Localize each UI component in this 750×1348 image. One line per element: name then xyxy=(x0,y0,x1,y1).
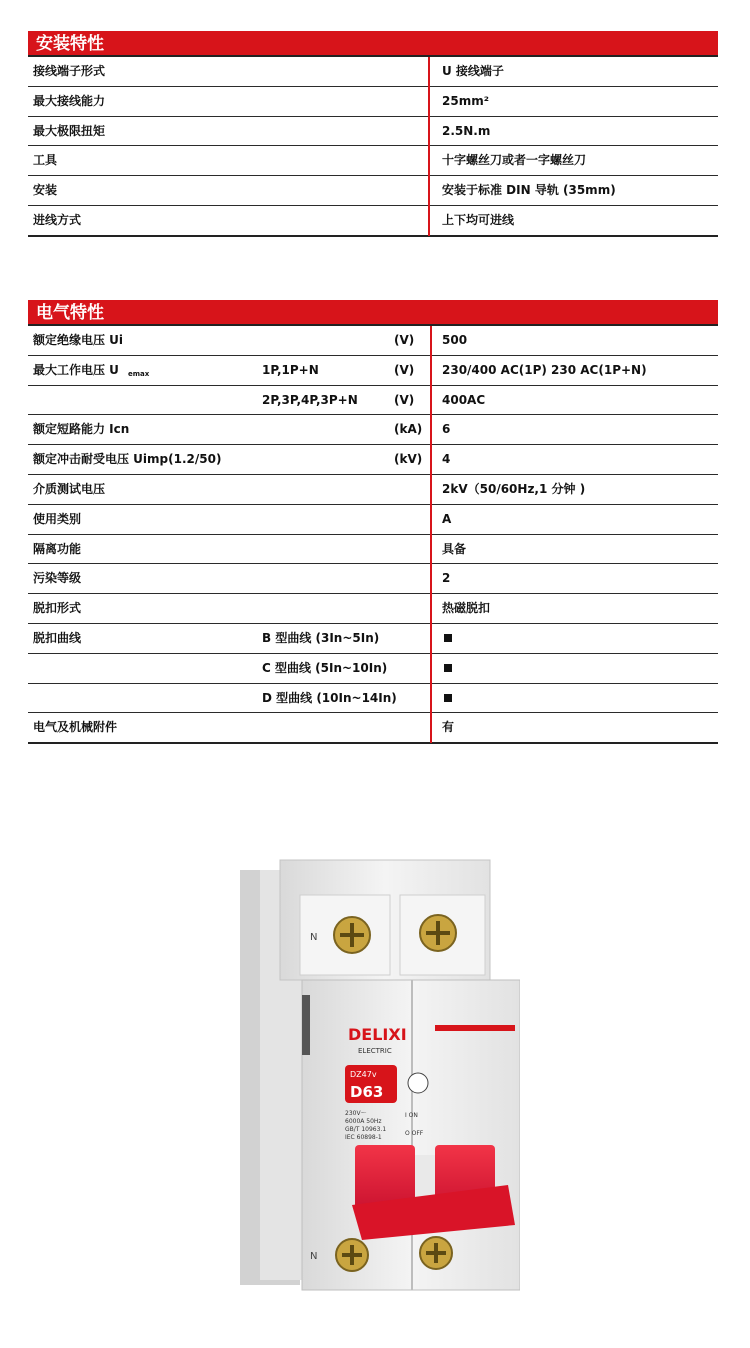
electric-row xyxy=(28,475,718,505)
electric-row-sub: 1P,1P+N xyxy=(262,362,319,377)
electric-row-value: 4 xyxy=(442,452,451,467)
install-row-label: 接线端子形式 xyxy=(33,64,106,78)
install-row-value: 2.5N.m xyxy=(442,123,491,138)
spec-line-2: 6000A 50Hz xyxy=(345,1118,382,1125)
column-divider xyxy=(430,654,432,684)
install-row-label: 最大极限扭矩 xyxy=(33,123,106,138)
column-divider xyxy=(430,535,432,565)
column-divider xyxy=(430,356,432,386)
electric-row-unit: (kA) xyxy=(394,422,423,437)
electric-row-label: 脱扣形式 xyxy=(33,601,82,616)
off-label: O OFF xyxy=(405,1130,424,1137)
curve-available-icon xyxy=(444,684,452,712)
spec-line-3: GB/T 10963.1 xyxy=(345,1126,387,1133)
electric-row-sub: D 型曲线 (10In~14In) xyxy=(262,690,397,705)
electric-row-label: 污染等级 xyxy=(33,571,82,586)
electric-row-label: 隔离功能 xyxy=(33,541,82,556)
install-title: 安装特性 xyxy=(28,31,718,57)
install-row-value: 25mm² xyxy=(442,93,489,108)
curve-available-icon xyxy=(444,654,452,682)
column-divider xyxy=(430,505,432,535)
electric-row-label: 介质测试电压 xyxy=(33,481,106,496)
electric-row-value: 2 xyxy=(442,571,451,586)
column-divider xyxy=(428,87,430,117)
install-row-label: 工具 xyxy=(33,153,58,168)
electric-row xyxy=(28,505,718,535)
column-divider xyxy=(430,624,432,654)
column-divider xyxy=(428,117,430,147)
install-row-value: 安装于标准 DIN 导轨 (35mm) xyxy=(442,183,616,198)
column-divider xyxy=(430,684,432,714)
column-divider xyxy=(430,475,432,505)
electric-row-unit: (V) xyxy=(394,362,415,377)
column-divider xyxy=(430,415,432,445)
electric-row xyxy=(28,386,718,416)
brand-sub-text: ELECTRIC xyxy=(358,1047,392,1055)
electric-row-label: 最大工作电压 U xyxy=(33,362,119,377)
install-row-value: U 接线端子 xyxy=(442,64,504,78)
electric-row-value: 400AC xyxy=(442,392,486,407)
install-row xyxy=(28,57,718,87)
install-row-value: 上下均可进线 xyxy=(442,212,515,227)
spec-line-4: IEC 60898-1 xyxy=(345,1134,382,1141)
install-row xyxy=(28,146,718,176)
electric-row-label: 电气及机械附件 xyxy=(33,720,118,735)
install-row xyxy=(28,87,718,117)
on-label: I ON xyxy=(405,1112,418,1119)
spec-line-1: 230V～ xyxy=(345,1110,367,1117)
column-divider xyxy=(428,146,430,176)
electric-row-value: 6 xyxy=(442,422,451,437)
terminal-label-top: N xyxy=(310,932,318,943)
electric-row xyxy=(28,713,718,744)
column-divider xyxy=(430,713,432,743)
electric-row-value: 热磁脱扣 xyxy=(442,601,491,616)
curve-available-icon xyxy=(444,624,452,652)
electric-row-label: 额定短路能力 Icn xyxy=(33,422,130,437)
electric-row-value: 230/400 AC(1P) 230 AC(1P+N) xyxy=(442,362,647,377)
install-row xyxy=(28,117,718,147)
electric-row-value: 2kV（50/60Hz,1 分钟 ) xyxy=(442,481,586,496)
electric-row-label: 额定绝缘电压 Ui xyxy=(33,333,124,347)
electric-row-sub: 2P,3P,4P,3P+N xyxy=(262,392,358,407)
electric-row-label: 额定冲击耐受电压 Uimp(1.2/50) xyxy=(33,452,222,467)
column-divider xyxy=(428,206,430,236)
electric-row xyxy=(28,594,718,624)
electric-row-value: 有 xyxy=(442,720,455,735)
electric-row-unit: (V) xyxy=(394,392,415,407)
electric-row xyxy=(28,564,718,594)
brand-logo: DELIXI xyxy=(348,1025,407,1044)
electric-row-sub: C 型曲线 (5In~10In) xyxy=(262,660,388,675)
circuit-breaker-image xyxy=(240,855,520,1295)
install-row xyxy=(28,176,718,206)
label-subscript: emax xyxy=(128,369,150,378)
column-divider xyxy=(428,176,430,206)
column-divider xyxy=(430,326,432,356)
install-row-label: 最大接线能力 xyxy=(33,93,106,108)
install-row-value: 十字螺丝刀或者一字螺丝刀 xyxy=(442,153,587,168)
model-text: DZ47v xyxy=(350,1070,377,1079)
electric-row xyxy=(28,445,718,475)
electric-row-label: 使用类别 xyxy=(33,511,82,526)
install-row-label: 进线方式 xyxy=(33,212,82,227)
electric-title: 电气特性 xyxy=(28,300,718,326)
electric-row xyxy=(28,654,718,684)
electric-row-label: 脱扣曲线 xyxy=(33,630,82,645)
column-divider xyxy=(430,594,432,624)
electric-row-unit: (kV) xyxy=(394,452,423,467)
electric-row-value: 500 xyxy=(442,333,468,347)
column-divider xyxy=(428,57,430,87)
electric-row xyxy=(28,624,718,654)
electric-row xyxy=(28,415,718,445)
column-divider xyxy=(430,564,432,594)
electric-row-unit: (V) xyxy=(394,333,415,347)
install-row-label: 安装 xyxy=(33,183,58,198)
electric-row xyxy=(28,356,718,386)
electric-row xyxy=(28,535,718,565)
electric-section xyxy=(28,300,718,744)
electric-row-sub: B 型曲线 (3In~5In) xyxy=(262,630,380,645)
electric-row xyxy=(28,684,718,714)
electric-row-value: 具备 xyxy=(442,541,467,556)
electric-row xyxy=(28,326,718,356)
column-divider xyxy=(430,386,432,416)
terminal-label-bottom: N xyxy=(310,1251,318,1262)
install-row xyxy=(28,206,718,237)
rating-text: D63 xyxy=(350,1083,384,1101)
install-section xyxy=(28,31,718,237)
electric-row-value: A xyxy=(442,511,452,526)
column-divider xyxy=(430,445,432,475)
